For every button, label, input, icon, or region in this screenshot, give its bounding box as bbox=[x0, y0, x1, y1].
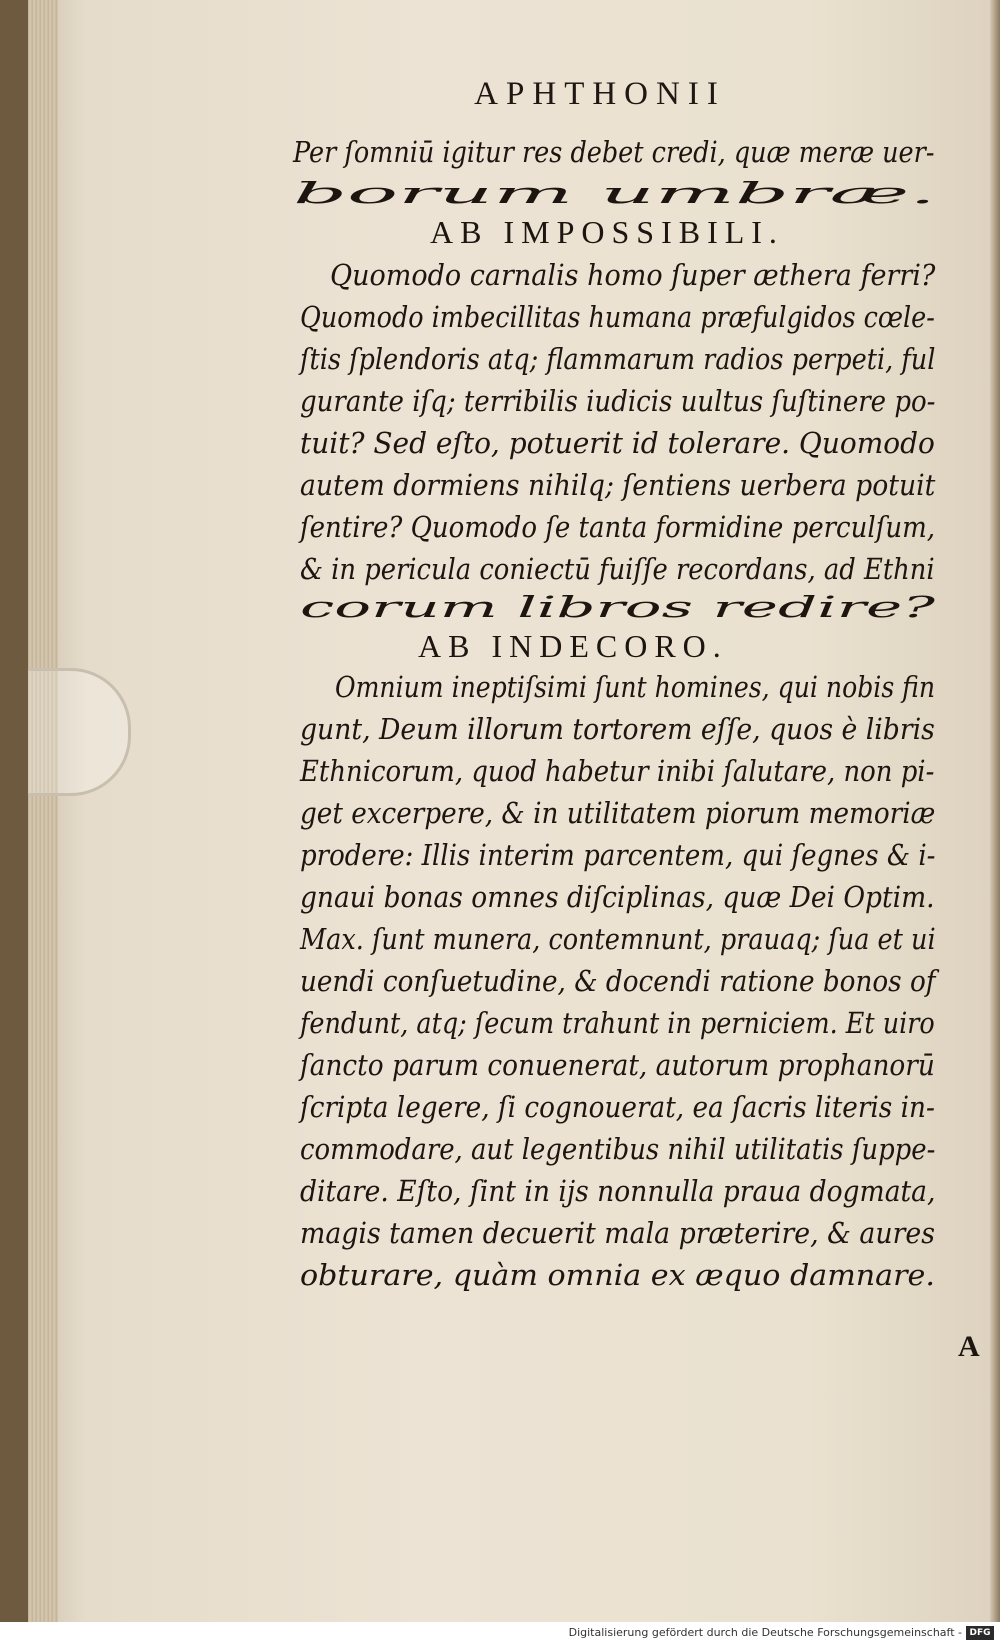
text-line: ſentire? Quomodo ſe tanta formidine perculſum, bbox=[300, 510, 936, 544]
footer-bar bbox=[0, 1622, 1000, 1645]
footer-credit: Digitalisierung gefördert durch die Deutsche Forschungsgemeinschaft - bbox=[568, 1626, 962, 1639]
text-line: ſtis ſplendoris atq; flammarum radios perpeti, ful bbox=[300, 342, 936, 376]
text-line: Max. ſunt munera, contemnunt, prauaq; ſua et ui bbox=[300, 922, 936, 956]
text-line: tuit? Sed eſto, potuerit id tolerare. Quomodo bbox=[300, 426, 935, 460]
text-line: ditare. Eſto, ſint in ijs nonnulla praua dogmata, bbox=[300, 1174, 936, 1208]
text-line: Omnium ineptiſsimi ſunt homines, qui nobis fin bbox=[335, 670, 936, 704]
text-line: & in pericula coniectū fuiſſe recordans, ad Ethni bbox=[300, 552, 935, 586]
text-line: Quomodo imbecillitas humana præfulgidos cœle- bbox=[300, 300, 935, 334]
text-line: Per ſomniū igitur res debet credi, quæ meræ uer- bbox=[293, 135, 935, 169]
text-line: ſcripta legere, ſi cognouerat, ea ſacris literis in- bbox=[300, 1090, 935, 1124]
text-line: gnaui bonas omnes diſciplinas, quæ Dei Optim. bbox=[300, 880, 935, 914]
text-line: gunt, Deum illorum tortorem eſſe, quos è libris bbox=[300, 712, 935, 746]
text-line: fendunt, atq; ſecum trahunt in perniciem. Et uiro bbox=[300, 1006, 935, 1040]
running-head: APHTHONII bbox=[474, 76, 726, 112]
text-line: autem dormiens nihilq; ſentiens uerbera potuit bbox=[300, 468, 936, 502]
dfg-logo-icon: DFG bbox=[966, 1626, 994, 1640]
page-right-edge bbox=[990, 0, 1000, 1622]
text-line: ſancto parum conuenerat, autorum prophanorū bbox=[300, 1048, 935, 1082]
text-line: get excerpere, & in utilitatem piorum memoriæ bbox=[300, 796, 936, 830]
text-line: corum libros redire? bbox=[300, 590, 935, 624]
text-line: commodare, aut legentibus nihil utilitatis ſuppe- bbox=[300, 1132, 936, 1166]
section-heading-indecoro: AB INDECORO. bbox=[418, 628, 728, 664]
text-line: Quomodo carnalis homo ſuper æthera ferri? bbox=[330, 258, 936, 292]
page-clip bbox=[28, 668, 131, 796]
text-line: obturare, quàm omnia ex æquo damnare. bbox=[300, 1258, 935, 1292]
section-heading-impossibili: AB IMPOSSIBILI. bbox=[430, 214, 784, 250]
text-line: gurante iſq; terribilis iudicis uultus ſuſtinere po- bbox=[300, 384, 936, 418]
page-edges bbox=[28, 0, 58, 1622]
catchword: A bbox=[958, 1330, 980, 1363]
text-line: borum umbræ. bbox=[293, 176, 937, 210]
text-line: magis tamen decuerit mala præterire, & aures bbox=[300, 1216, 935, 1250]
text-line: Ethnicorum, quod habetur inibi ſalutare, non pi- bbox=[300, 754, 935, 788]
text-line: uendi conſuetudine, & docendi ratione bonos of bbox=[300, 964, 936, 998]
text-line: prodere: Illis interim parcentem, qui ſegnes & i- bbox=[300, 838, 936, 872]
